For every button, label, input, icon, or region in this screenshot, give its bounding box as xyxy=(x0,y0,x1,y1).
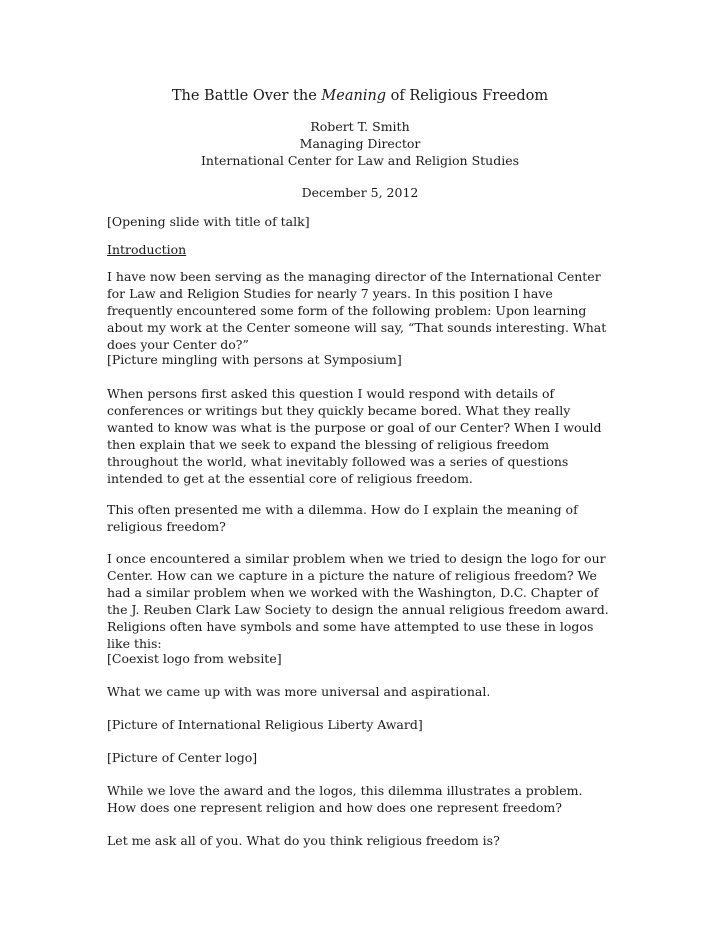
section-heading-introduction: Introduction xyxy=(107,242,187,257)
document-date: December 5, 2012 xyxy=(301,185,419,200)
title-text-end: of Religious Freedom xyxy=(386,88,549,104)
author-name: Robert T. Smith xyxy=(310,119,410,134)
paragraph-question-audience: Let me ask all of you. What do you think religious freedom is? xyxy=(107,833,500,848)
slide-note-symposium: [Picture mingling with persons at Symposium] xyxy=(107,352,402,367)
paragraph-logo-problem: I once encountered a similar problem when we tried to design the logo for our Center. How can we capture in a picture the nature of religious freedom? We had a similar problem when we worked with the Washington, D.C. Chapter of the J. Reuben Clark Law Society to design the annual religious freedom award. Religions often have symbols and some have attempted to use these in logos like this: xyxy=(107,551,609,651)
document-title xyxy=(0,86,720,106)
slide-note-center-logo: [Picture of Center logo] xyxy=(107,750,258,765)
paragraph-representation: While we love the award and the logos, this dilemma illustrates a problem. How does one represent religion and how does one represent freedom? xyxy=(107,783,583,815)
author-organization: International Center for Law and Religion Studies xyxy=(200,153,520,168)
slide-note-award: [Picture of International Religious Liberty Award] xyxy=(107,717,423,732)
author-role: Managing Director xyxy=(299,136,421,151)
slide-note-coexist: [Coexist logo from website] xyxy=(107,651,282,666)
paragraph-universal: What we came up with was more universal and aspirational. xyxy=(107,684,491,699)
slide-note-opening: [Opening slide with title of talk] xyxy=(107,214,310,229)
paragraph-dilemma: This often presented me with a dilemma. How do I explain the meaning of religious freedom? xyxy=(107,502,578,534)
title-text-italic: Meaning xyxy=(321,88,387,104)
paragraph-intro: I have now been serving as the managing director of the International Center for Law and Religion Studies for nearly 7 years. In this position I have frequently encountered some form of the following problem: Upon learning about my work at the Center someone will say, “That sounds interesting. What does your Center do?” xyxy=(107,269,607,352)
title-text-start: The Battle Over the xyxy=(171,88,322,104)
paragraph-question-response: When persons first asked this question I would respond with details of conferences or writings but they quickly became bored. What they really wanted to know was what is the purpose or goal of our Center? When I would then explain that we seek to expand the blessing of religious freedom throughout the world, what inevitably followed was a series of questions intended to get at the essential core of religious freedom. xyxy=(107,386,602,486)
